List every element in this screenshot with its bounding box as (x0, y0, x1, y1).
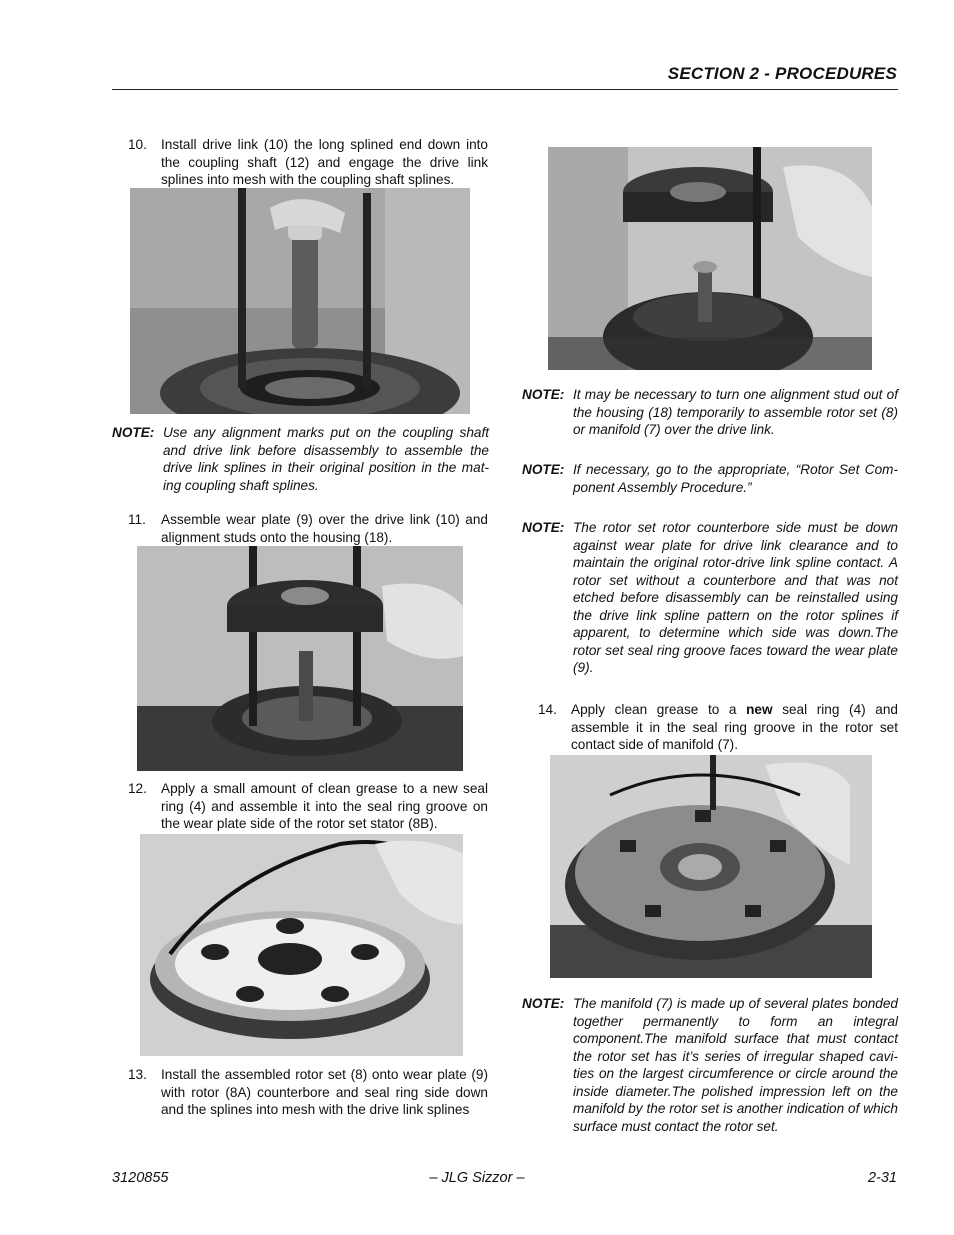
note-counterbore (522, 519, 898, 679)
step-number: 14. (538, 702, 557, 717)
note-label: NOTE: (112, 425, 155, 440)
step-number: 13. (128, 1067, 147, 1082)
note-text: The rotor set rotor counterbore side must be down against wear plate for drive link clearance and to maintain the original rotor-drive link spline contact. A rotor set without a counterbore and that was not etched before disassembly can be reinstalled using the drive link spline pattern on the rotor splines if apparent, to determine which side was down.The rotor set seal ring groove faces toward the wear plate (9). (573, 520, 898, 675)
step-number: 12. (128, 781, 147, 796)
note-label: NOTE: (522, 462, 565, 477)
note-text: If necessary, go to the appropriate, “Rotor Set Com- ponent Assembly Procedure.” (573, 462, 898, 495)
header-divider (112, 89, 898, 90)
step-13 (128, 1066, 490, 1138)
footer-title: – JLG Sizzor – (429, 1170, 525, 1186)
note-label: NOTE: (522, 996, 565, 1011)
note-alignment-stud (522, 386, 898, 440)
step-number: 10. (128, 137, 147, 152)
note-rotor-set-procedure (522, 461, 898, 497)
footer-page-number: 2-31 (867, 1170, 897, 1186)
photo-seal-ring-stator (140, 834, 463, 1056)
note-label: NOTE: (522, 387, 565, 402)
section-title: SECTION 2 - PROCEDURES (667, 64, 897, 83)
step-12 (128, 780, 490, 834)
note-text: Use any alignment marks put on the coupling shaft and drive link before disassembly to assemble the drive link splines in their original position in the mat- ing coupling shaft splines. (163, 425, 489, 493)
step-text: Install drive link (10) the long splined end down into the coupling shaft (12) and engage the drive link splines into mesh with the coupling shaft splines. (161, 137, 488, 187)
note-alignment-marks (112, 424, 490, 496)
step-11 (128, 511, 490, 547)
step-14 (538, 701, 898, 755)
step-text: Apply a small amount of clean grease to a new seal ring (4) and assemble it into the seal ring groove on the wear plate side of the rotor set stator (8B). (161, 781, 488, 831)
emphasis-new: new (746, 702, 773, 717)
photo-rotor-set-install (548, 147, 872, 370)
note-label: NOTE: (522, 520, 565, 535)
step-text: Install the assembled rotor set (8) onto wear plate (9) with rotor (8A) counterbore and seal ring side down and the splines into mesh with the drive link splines (161, 1067, 488, 1117)
step-number: 11. (128, 512, 146, 527)
photo-wear-plate-assembly (137, 546, 463, 771)
note-manifold (522, 995, 898, 1137)
photo-manifold-seal-ring (550, 755, 872, 978)
step-text: Assemble wear plate (9) over the drive link (10) and alignment studs onto the housing (18). (161, 512, 488, 545)
note-text: The manifold (7) is made up of several plates bonded together permanently to form an integral component.The manifold surface that must contact the rotor set has it’s series of irregular shaped cavi- ties on the largest circumference or circle around the inside diameter.The polished impression left on the manifold by the rotor set is another indication of which surface must contact the rotor set. (573, 996, 898, 1134)
photo-drive-link-install (130, 188, 470, 414)
step-10 (128, 136, 490, 190)
footer-doc-number: 3120855 (112, 1170, 169, 1186)
note-text: It may be necessary to turn one alignment stud out of the housing (18) temporarily to assemble rotor set (8) or manifold (7) over the drive link. (573, 387, 898, 437)
step-text: Apply clean grease to a new seal ring (4) and assemble it in the seal ring groove in the rotor set contact side of manifold (7). (571, 702, 898, 752)
